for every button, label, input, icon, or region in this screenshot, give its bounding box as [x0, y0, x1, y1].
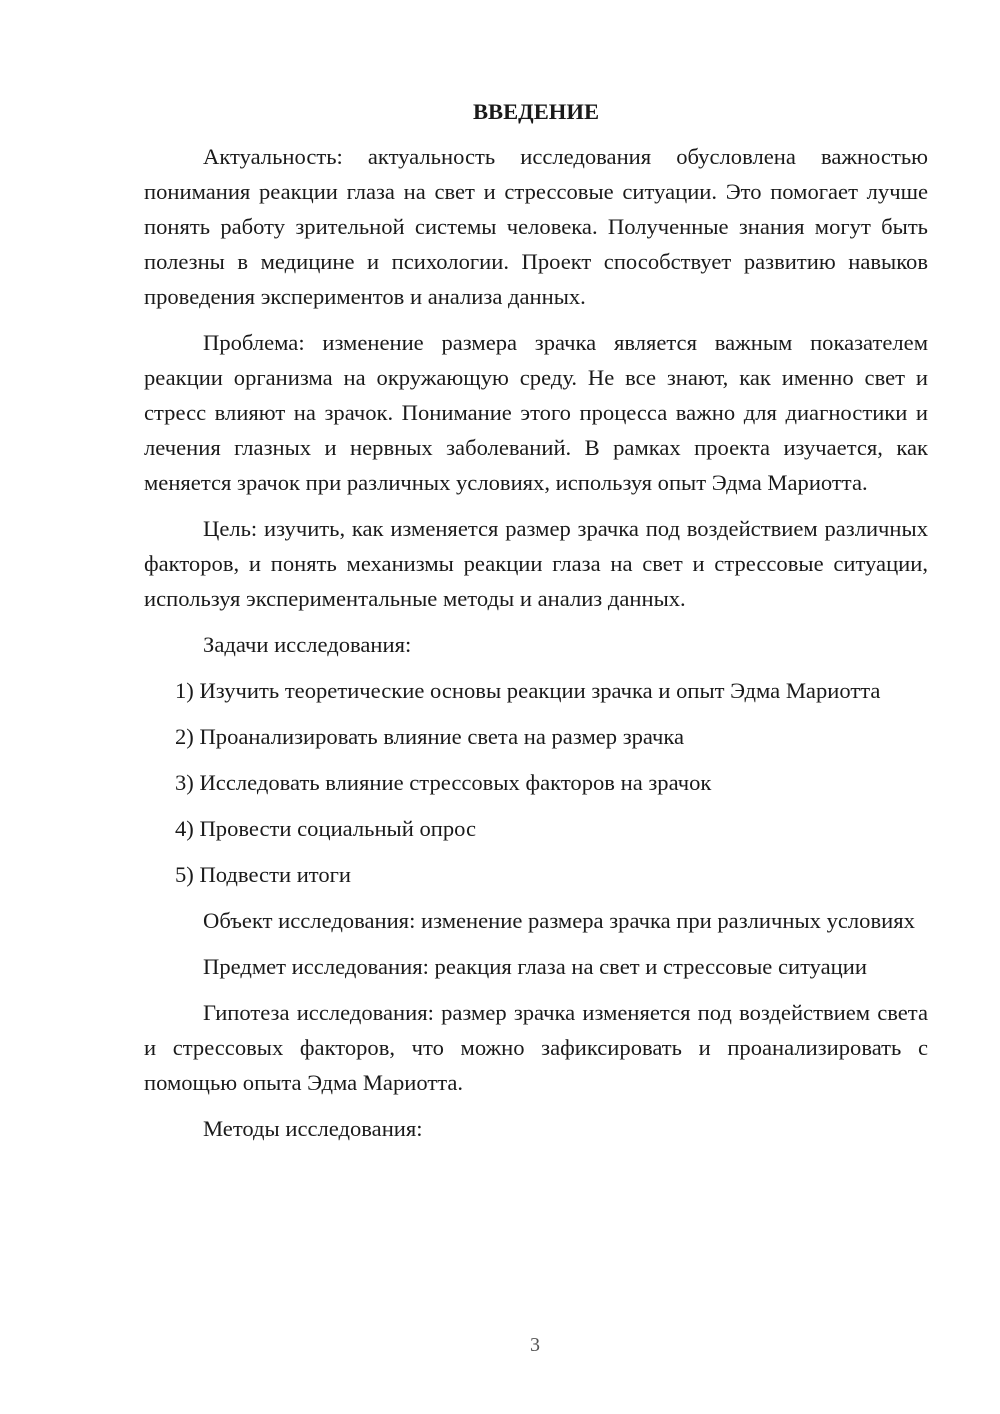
hypothesis-paragraph: Гипотеза исследования: размер зрачка изменяется под воздействием света и стрессовых факторов, что можно зафиксировать и проанализировать с помощью опыта Эдма Мариотта. — [144, 1000, 928, 1095]
task-item: 2) Проанализировать влияние света на размер зрачка — [175, 724, 685, 749]
page-number: 3 — [530, 1334, 540, 1356]
task-item: 5) Подвести итоги — [175, 862, 352, 887]
problem-paragraph: Проблема: изменение размера зрачка является важным показателем реакции организма на окружающую среду. Не все знают, как именно свет и стресс влияют на зрачок. Понимание этого процесса важно для диагностики и лечения глазных и нервных заболеваний. В рамках проекта изучается, как меняется зрачок при различных условиях, используя опыт Эдма Мариотта. — [144, 330, 928, 495]
task-item: 1) Изучить теоретические основы реакции зрачка и опыт Эдма Мариотта — [175, 678, 881, 703]
relevance-paragraph: Актуальность: актуальность исследования обусловлена важностью понимания реакции глаза на свет и стрессовые ситуации. Это помогает лучше понять работу зрительной системы человека. Полученные знания могут быть полезны в медицине и психологии. Проект способствует развитию навыков проведения экспериментов и анализа данных. — [144, 144, 928, 309]
section-heading: ВВЕДЕНИЕ — [472, 99, 600, 124]
methods-title: Методы исследования: — [203, 1116, 423, 1141]
page-content — [144, 94, 928, 1157]
task-item: 3) Исследовать влияние стрессовых факторов на зрачок — [175, 770, 712, 795]
tasks-title: Задачи исследования: — [203, 632, 412, 657]
task-item: 4) Провести социальный опрос — [175, 816, 477, 841]
goal-paragraph: Цель: изучить, как изменяется размер зрачка под воздействием различных факторов, и понять механизмы реакции глаза на свет и стрессовые ситуации, используя экспериментальные методы и анализ данных. — [144, 516, 928, 611]
object-paragraph: Объект исследования: изменение размера зрачка при различных условиях — [203, 908, 915, 933]
subject-paragraph: Предмет исследования: реакция глаза на свет и стрессовые ситуации — [203, 954, 867, 979]
